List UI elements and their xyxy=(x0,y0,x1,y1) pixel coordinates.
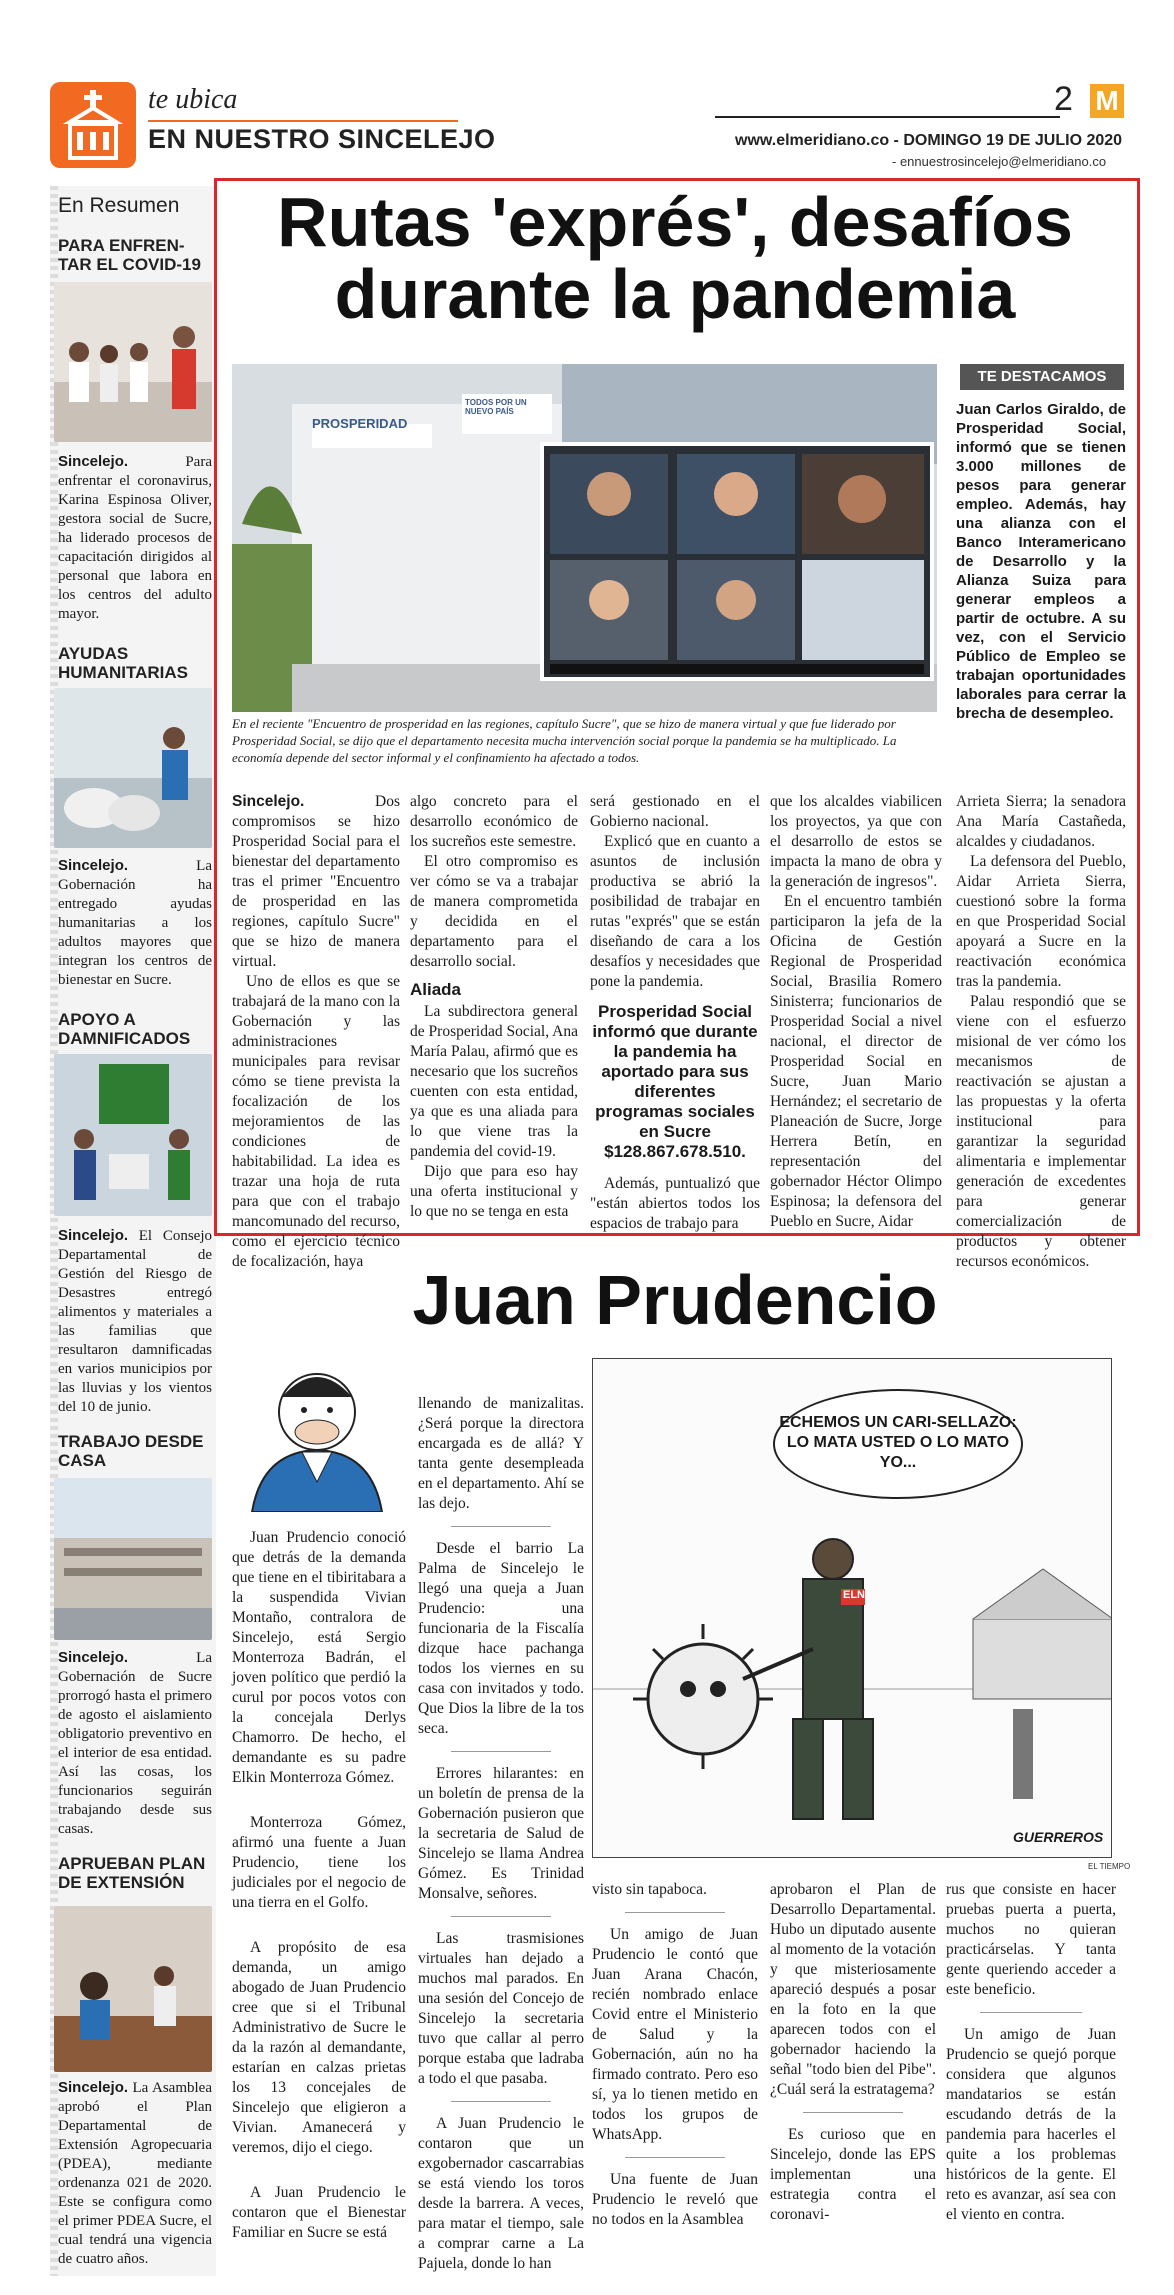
sidebar-heading-5: APRUEBAN PLAN DE EXTENSIÓN xyxy=(58,1854,206,1892)
sidebar-photo-1 xyxy=(54,282,212,442)
highlight-label: TE DESTACAMOS xyxy=(960,364,1124,390)
highlight-text: Juan Carlos Giraldo, de Prosperidad Social, informó que se tienen 3.000 millones de pesos para generar empleo. Además, hay una alianza con el Banco Interamericano de Desarrollo y la Alianza Suiza para generar empleos a partir de octubre. A su vez, con el Servicio Público de Empleo se trabajan oportunidades laborales para cerrar la brecha de desempleo. xyxy=(956,401,1126,722)
article-column-3: será gestionado en el Gobierno nacional. Explicó que en cuanto a asuntos de inclusión productiva se abrió la posibilidad de trabajar en rutas "exprés" que se están diseñando de cara a los desafíos y necesidades que pone la pandemia. Prosperidad Social informó que durante la pandemia ha aportado para sus diferentes programas sociales en Sucre $128.867.678.510. Además, puntualizó que "están abiertos todos los espacios de trabajo para xyxy=(590,793,760,1232)
article-subhead: Aliada xyxy=(410,980,462,999)
sidebar-photo-2 xyxy=(54,688,212,848)
cartoon-signature: GUERREROS xyxy=(1013,1829,1104,1845)
cartoon-flag-label: ELN xyxy=(843,1589,865,1601)
jp-column-4: aprobaron el Plan de Desarrollo Departamental. Hubo un diputado ausente al momento de la votación y que misteriosamente apareció después a posar en la foto en la que aparecen todos con el gobernador haciendo la señal "todo bien del Pibe". ¿Cuál será la estratagema? Es curioso que en Sincelejo, donde las EPS implementan una estrategia contra el coronavi- xyxy=(770,1881,936,2223)
newspaper-logo: M xyxy=(1090,84,1124,118)
speech-bubble: ECHEMOS UN CARI-SELLAZO: LO MATA USTED O LO MATO YO... xyxy=(773,1389,1023,1499)
jp-column-3: visto sin tapaboca. Un amigo de Juan Prudencio le contó que Juan Arana Chacón, recién nombrado enlace Covid entre el Ministerio de Salud y la Gobernación, aún no ha firmado contrato. Pero eso sí, ya lo tienen metido en todos los grupos de WhatsApp. Una fuente de Juan Prudencio le reveló que no todos en la Asamblea xyxy=(592,1881,758,2228)
sidebar-text-3: Sincelejo. El Consejo Departamental de Gestión del Riesgo de Desastres entregó alimentos y materiales a las familias que resultaron damnificadas en varios municipios por las lluvias y los vientos del 10 de junio. xyxy=(58,1227,212,1415)
column-title: Juan Prudencio xyxy=(412,1261,938,1339)
photo-sign-prosperidad: PROSPERIDAD xyxy=(312,416,408,431)
section-tagline: te ubica xyxy=(148,84,238,115)
article-column-5: Arrieta Sierra; la senadora Ana María Castañeda, alcaldes y ciudadanos. La defensora del Pueblo, Aidar Arrieta Sierra, cuestionó sobre la forma en que Prosperidad Social apoyará a Sucre en la reactivación económica tras la pandemia. Palau respondió que se viene con el esfuerzo misional de ver cómo los mecanismos de reactivación se ajustan a las propuestas y la oferta institucional para garantizar la seguridad alimentaria e implementar generación de excedentes para generar comercialización de productos y obtener recursos económicos. xyxy=(956,793,1126,1270)
section-title: EN NUESTRO SINCELEJO xyxy=(148,124,496,154)
site-line[interactable]: www.elmeridiano.co - DOMINGO 19 DE JULIO 2020 xyxy=(735,132,1123,149)
sidebar-heading-2: AYUDAS HUMANITARIAS xyxy=(58,644,189,682)
sidebar-heading-1: PARA ENFREN-TAR EL COVID-19 xyxy=(58,236,201,274)
header-rule xyxy=(715,116,1060,118)
pull-quote: Prosperidad Social informó que durante la pandemia ha aportado para sus diferentes programas sociales en Sucre $128.867.678.510. xyxy=(592,1002,758,1161)
church-icon xyxy=(50,82,136,168)
article-column-2: algo concreto para el desarrollo económico de los sucreños este semestre. El otro compromiso es ver cómo se va a trabajar de manera comprometida y decidida en el departamento para el desarrollo social. Aliada La subdirectora general de Prosperidad Social, Ana María Palau, afirmó que es necesario que los sucreños cuenten con esta entidad, ya que es una aliada para lo que viene tras la pandemia del covid-19. Dijo que para eso hay una oferta institucional y lo que no se tenga en esta xyxy=(410,793,578,1220)
sidebar-photo-5 xyxy=(54,1906,212,2072)
jp-column-1: Juan Prudencio conoció que detrás de la demanda que tiene en el tibiritabara a la suspendida Vivian Montaño, contralora de Sincelejo, está Sergio Monterroza Badrán, el joven político que perdió la curul por pocos votos con la concejala Derlys Chamorro. De hecho, el demandante es su padre Elkin Monterroza Gómez. Monterroza Gómez, afirmó una fuente a Juan Prudencio, tiene los judiciales por el negocio de una tierra en el Golfo. A propósito de esa demanda, un amigo abogado de Juan Prudencio cree que si el Tribunal Administrativo de Sucre le da la razón al demandante, estarían en calzas prietas los 13 concejales de Sincelejo que eligieron a Vivian. Amanecerá y veremos, dijo el ciego. A Juan Prudencio le contaron que el Bienestar Familiar en Sucre se está xyxy=(232,1529,406,2241)
sidebar-heading-4: TRABAJO DESDE CASA xyxy=(58,1432,204,1470)
article-photo xyxy=(232,364,937,712)
editorial-cartoon xyxy=(592,1358,1112,1858)
sidebar-text-5: Sincelejo. La Asamblea aprobó el Plan Departamental de Extensión Agropecuaria (PDEA), mediante ordenanza 021 de 2020. Este se configura como el primer PDEA Sucre, el cual tendrá una vigencia de cuatro años. xyxy=(58,2079,212,2267)
jp-column-5: rus que consiste en hacer pruebas puerta a puerta, muchos no quieran practicárselas. Y tanta gente queriendo acceder a este beneficio. Un amigo de Juan Prudencio se quejó porque considera que algunos mandatarios se están escudando detrás de la pandemia para hacerles el quite a los problemas históricos de la gente. El reto es avanzar, así sea con el viento en contra. xyxy=(946,1881,1116,2223)
columnist-portrait xyxy=(232,1352,402,1512)
article-column-4: que los alcaldes viabilicen los proyectos, ya que con el desarrollo de estos se impacta la mano de obra y la generación de ingresos". En el encuentro también participaron la jefa de la Oficina de Gestión Regional de Prosperidad Social, Brasilia Romero Sinisterra; funcionarios de Prosperidad Social a nivel nacional, el director de Prosperidad Social en Sucre, Juan Mario Hernández; el secretario de Planeación de Sucre, Jorge Herrera Betín, en representación del gobernador Héctor Olimpo Espinosa; la defensora del Pueblo en Sucre, Aidar xyxy=(770,793,942,1230)
sidebar-text-1: Sincelejo. Para enfrentar el coronavirus, Karina Espinosa Oliver, gestora social de Sucre, ha liderado procesos de capacitación dirigidos al personal que labora en los centros del adulto mayor. xyxy=(58,453,212,622)
sidebar-title: En Resumen xyxy=(58,194,180,217)
section-logo xyxy=(50,82,136,168)
sidebar-text-4: Sincelejo. La Gobernación de Sucre prorrogó hasta el primero de agosto el aislamiento obligatorio preventivo en el interior de esa entidad. Así las cosas, los funcionarios seguirán trabajando desde sus casas. xyxy=(58,1649,212,1837)
photo-sign-pais: TODOS POR UN NUEVO PAÍS xyxy=(465,398,527,416)
photo-caption: En el reciente "Encuentro de prosperidad en las regiones, capítulo Sucre", que se hizo de manera virtual y que fue liderado por Prosperidad Social, se dijo que el departamento necesita mucha intervención social porque la pandemia se ha multiplicado. La economía depende del sector informal y el confinamiento ha afectado a todos. xyxy=(232,716,897,765)
sidebar-photo-4 xyxy=(54,1478,212,1640)
sidebar-photo-3 xyxy=(54,1054,212,1216)
article-column-1: Sincelejo. Dos compromisos se hizo Prosperidad Social para el bienestar del departamento tras el primer "Encuentro de prosperidad en las regiones, capítulo Sucre" que se hizo de manera virtual. Uno de ellos es que se trabajará de la mano con la Gobernación y las administraciones municipales para revisar cómo se tiene prevista la focalización de los mejoramientos de las condiciones de habitabilidad. La idea es trazar una hoja de ruta para que con el trabajo mancomunado del recurso, como el ejercicio técnico de focalización, haya xyxy=(232,793,400,1270)
article-headline: Rutas 'exprés', desafíos durante la pandemia xyxy=(277,183,1073,333)
page-number: 2 xyxy=(1054,80,1073,118)
email-line[interactable]: - ennuestrosincelejo@elmeridiano.co xyxy=(892,154,1107,169)
sidebar-text-2: Sincelejo. La Gobernación ha entregado ayudas humanitarias a los adultos mayores que integran los centros de bienestar en Sucre. xyxy=(58,857,212,988)
tagline-rule xyxy=(148,120,458,122)
sidebar-heading-3: APOYO A DAMNIFICADOS xyxy=(58,1010,191,1048)
jp-column-2: llenando de manizalitas. ¿Será porque la directora encargada es de allá? Y tanta gente desempleada en el departamento. Ahí se las dejo. Desde el barrio La Palma de Sincelejo le llegó una queja a Juan Prudencio: una funcionaria de la Fiscalía dizque hace pachanga todos los viernes en su casa con invitados y todo. Que Dios la libre de la tos seca. Errores hilarantes: en un boletín de prensa de la Gobernación pusieron que la secretaria de Salud de Sincelejo se llama Andrea Gómez. Es Trinidad Monsalve, señores. Las trasmisiones virtuales han dejado a muchos mal parados. En una sesión del Concejo de Sincelejo la secretaria tuvo que callar al perro porque estaba que ladraba a todo el que pasaba. A Juan Prudencio le contaron que un exgobernador cascarrabias se está viendo los toros desde la barrera. A veces, para matar el tiempo, sale a comprar carne a La Pajuela, donde lo han xyxy=(418,1395,584,2272)
cartoon-credit: EL TIEMPO xyxy=(1088,1862,1131,1871)
